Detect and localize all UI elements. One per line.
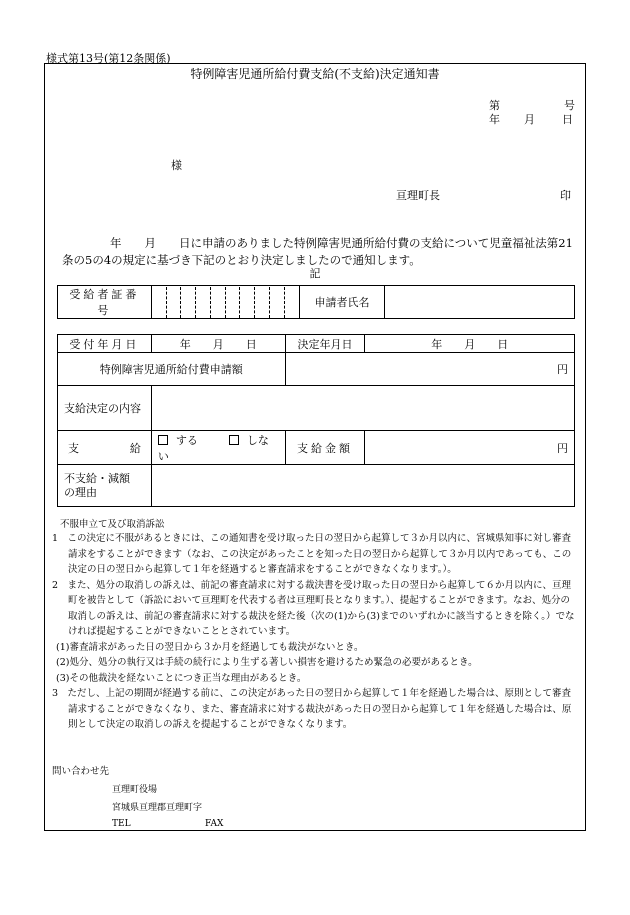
reason-label: 不支給・減額 の理由 xyxy=(58,465,152,507)
decision-content-label: 支給決定の内容 xyxy=(58,386,152,431)
application-amount-label: 特例障害児通所給付費申請額 xyxy=(58,353,286,386)
payment-label: 支 給 xyxy=(58,431,152,465)
applicant-name-field[interactable] xyxy=(385,286,575,319)
appeal-sub-2: (2)処分、処分の執行又は手続の続行により生ずる著しい損害を避けるため緊急の必要があるとき。 xyxy=(56,657,478,668)
appeal-text xyxy=(52,531,578,733)
payment-options xyxy=(151,431,285,465)
payment-amount-field[interactable] xyxy=(365,431,575,465)
notice-text: 年 月 日に申請のありました特例障害児通所給付費の支給について児童福祉法第21条の5の4の規定に基づき下記のとおり決定しましたので通知します。 xyxy=(62,236,573,267)
number-go: 号 xyxy=(564,99,575,112)
ki-heading: 記 xyxy=(309,267,321,280)
addressee-sama: 様 xyxy=(171,159,182,172)
appeal-item-1: 1 この決定に不服があるときには、この通知書を受け取った日の翌日から起算して３か月以内に、宮城県知事に対し審査請求をすることができます（なお、この決定があったことを知った日の翌日から起算して３か月以内であっても、この決定の日の翌日から起算して１年を経過すると審査請求をすることができなくなります。）。 xyxy=(52,533,572,575)
date-day: 日 xyxy=(562,113,573,126)
contact-address: 宮城県亘理郡亘理町字 xyxy=(112,803,203,813)
received-date-label: 受付年月日 xyxy=(58,335,152,353)
appeal-item-2: 2 また、処分の取消しの訴えは、前記の審査請求に対する裁決書を受け取った日の翌日から起算して６か月以内に、亘理町を被告として（訴訟において亘理町を代表する者は亘理町長となります。）、提起することができます。なお、処分の取消しの訴えは、前記の審査請求に対する裁決を経た後（次の(1)から(3)までのいずれかに該当するときを除く。）でなければ提起することができないこととされています。 xyxy=(52,579,575,637)
contact-fax: FAX xyxy=(205,819,224,829)
date-month: 月 xyxy=(524,113,535,126)
contact-office: 亘理町役場 xyxy=(112,785,158,795)
date-year: 年 xyxy=(489,113,500,126)
appeal-item-3: 3 ただし、上記の期間が経過する前に、この決定があった日の翌日から起算して１年を経過した場合は、原則として審査請求することができなくなり、また、審査請求に対する裁決があった日の翌日から起算して１年を経過した場合は、原則として決定の取消しの訴えを提起することができなくなります。 xyxy=(52,688,572,730)
document-title: 特例障害児通所給付費支給(不支給)決定通知書 xyxy=(190,67,440,81)
decision-table xyxy=(57,334,575,507)
yen-unit: 円 xyxy=(557,363,568,376)
seal-mark: 印 xyxy=(560,189,571,202)
mayor-name: 亘理町長 xyxy=(396,189,440,202)
option-yes-checkbox[interactable]: する xyxy=(158,434,198,447)
appeal-sub-1: (1)審査請求があった日の翌日から３か月を経過しても裁決がないとき。 xyxy=(56,641,364,653)
received-date-field[interactable]: 年 月 日 xyxy=(151,335,285,353)
appeal-sub-3: (3)その他裁決を経ないことにつき正当な理由があるとき。 xyxy=(56,672,307,684)
decision-date-field[interactable]: 年 月 日 xyxy=(365,335,575,353)
appeal-heading: 不服申立て及び取消訴訟 xyxy=(60,519,165,530)
option-no-checkbox[interactable]: しない xyxy=(157,433,269,463)
number-dai: 第 xyxy=(489,99,500,112)
decision-date-label: 決定年月日 xyxy=(285,335,365,353)
recipient-cert-label: 受給者証番号 xyxy=(58,286,152,319)
contact-heading: 問い合わせ先 xyxy=(52,766,110,777)
yen-unit-2: 円 xyxy=(557,441,568,455)
applicant-name-label: 申請者氏名 xyxy=(299,286,385,319)
decision-content-field[interactable] xyxy=(151,386,574,431)
application-amount-field[interactable] xyxy=(285,353,574,386)
payment-amount-label: 支給金額 xyxy=(285,431,365,465)
contact-tel: TEL xyxy=(112,819,131,829)
recipient-cert-number-field[interactable] xyxy=(151,286,299,319)
reason-field[interactable] xyxy=(151,465,574,507)
form-id: 様式第13号(第12条関係) xyxy=(46,52,171,65)
recipient-table xyxy=(57,285,575,319)
